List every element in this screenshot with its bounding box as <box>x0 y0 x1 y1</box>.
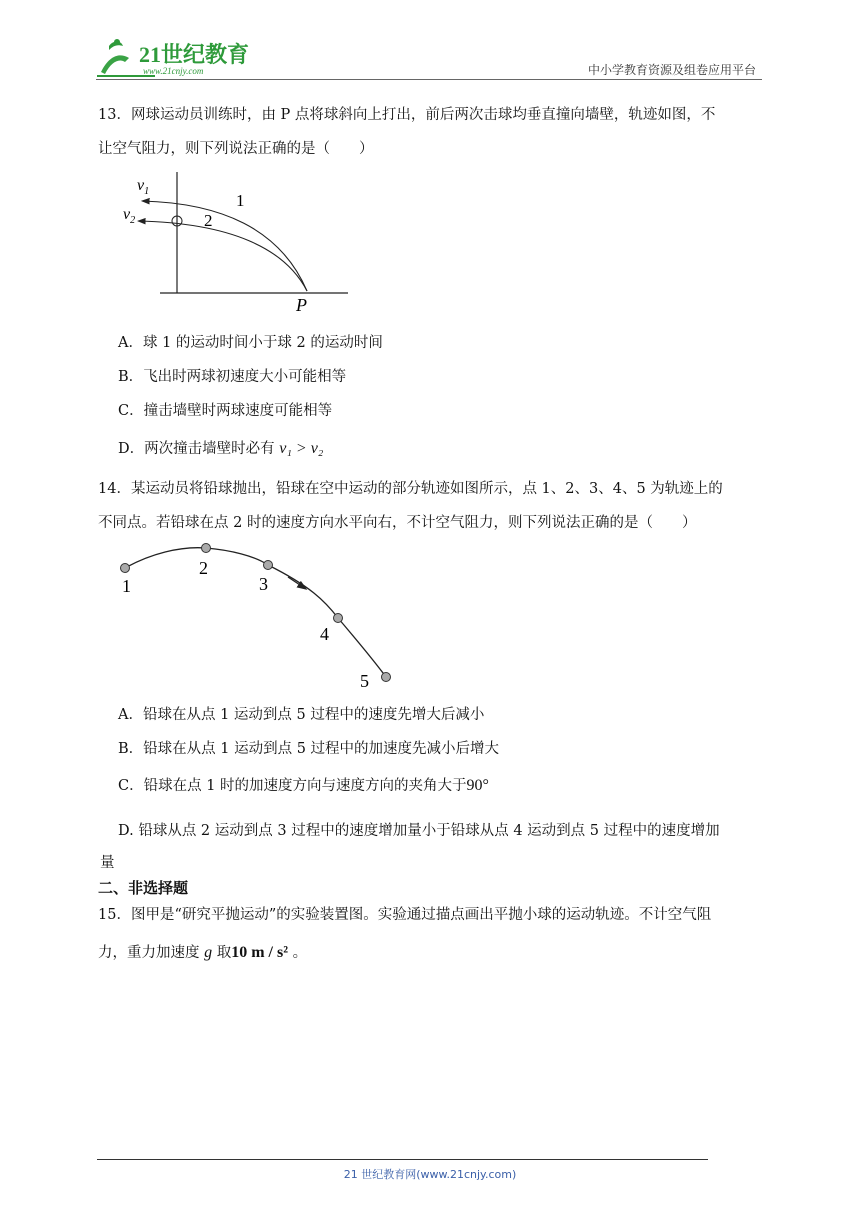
q13-option-d-text: D．两次撞击墙壁时必有 <box>118 441 280 457</box>
shot-trajectory <box>125 548 386 677</box>
header-divider <box>96 79 762 80</box>
point-1-label: 1 <box>122 576 131 596</box>
q13-figure <box>110 168 360 318</box>
v2-label: $v_2$ <box>123 206 136 226</box>
trajectory-1 <box>142 201 307 291</box>
q14-option-c[interactable] <box>118 774 489 795</box>
point-5 <box>382 673 391 682</box>
q14-line2: 不同点。若铅球在点 2 时的速度方向水平向右，不计空气阻力，则下列说法正确的是（ ） <box>98 515 697 531</box>
q15-line2: 力，重力加速度 g 取10 m / s² 。 <box>98 944 308 961</box>
q14-stem <box>98 472 766 540</box>
q14-option-a[interactable]: A．铅球在从点 1 运动到点 5 过程中的速度先增大后减小 <box>118 707 485 723</box>
q13-option-d[interactable] <box>118 437 323 458</box>
footer-text[interactable]: 21 世纪教育网(www.21cnjy.com) <box>343 1168 517 1181</box>
logo-text: 21世纪教育 <box>139 42 250 67</box>
q13-option-a[interactable]: A．球 1 的运动时间小于球 2 的运动时间 <box>118 335 383 351</box>
point-2 <box>202 544 211 553</box>
trajectory-2 <box>138 221 307 291</box>
trajectory-1-label: 1 <box>236 191 245 210</box>
q14-option-c-text: C．铅球在点 1 时的加速度方向与速度方向的夹角大于 <box>118 778 467 794</box>
q15-line1: 15．图甲是“研究平抛运动”的实验装置图。实验通过描点画出平抛小球的运动轨迹。不计空气阻 <box>98 907 712 923</box>
point-4-label: 4 <box>320 624 329 644</box>
point-3 <box>264 561 273 570</box>
point-4 <box>334 614 343 623</box>
q14-option-c-math: 90° <box>466 777 489 794</box>
point-2-label: 2 <box>199 558 208 578</box>
q13-option-c[interactable]: C．撞击墙壁时两球速度可能相等 <box>118 403 333 419</box>
point-5-label: 5 <box>360 671 369 691</box>
logo-url: www.21cnjy.com <box>143 66 204 76</box>
q13-option-b[interactable]: B．飞出时两球初速度大小可能相等 <box>118 369 347 385</box>
v1-label: $v_1$ <box>137 177 150 197</box>
point-p-label: P <box>296 295 307 315</box>
direction-arrow <box>288 577 303 587</box>
q13-option-d-math: v₁ > v₂ <box>279 440 324 457</box>
point-3-label: 3 <box>259 574 268 594</box>
q13-stem <box>98 98 766 166</box>
trajectory-2-label: 2 <box>204 211 213 230</box>
q15-g-value: 10 m / s² <box>231 944 289 961</box>
q14-option-d[interactable] <box>100 815 768 879</box>
platform-name: 中小学教育资源及组卷应用平台 <box>587 63 756 77</box>
q14-figure <box>110 536 410 696</box>
q14-line1: 14．某运动员将铅球抛出，铅球在空中运动的部分轨迹如图所示，点 1、2、3、4、5 为轨迹上的 <box>98 481 723 497</box>
q13-line1: 13．网球运动员训练时，由 P 点将球斜向上打出，前后两次击球均垂直撞向墙壁，轨迹如图，不 <box>98 107 716 123</box>
q14-option-d-line1: D. 铅球从点 2 运动到点 3 过程中的速度增加量小于铅球从点 4 运动到点 5 过程中的速度增加 <box>118 823 720 839</box>
q15-stem <box>98 898 766 970</box>
q15-g-symbol: g <box>204 944 213 961</box>
q13-line2: 让空气阻力，则下列说法正确的是（ ） <box>98 141 374 157</box>
site-logo <box>95 36 265 80</box>
q14-option-d-line2: 量 <box>100 855 115 871</box>
q14-option-b[interactable]: B．铅球在从点 1 运动到点 5 过程中的加速度先减小后增大 <box>118 741 500 757</box>
point-1 <box>121 564 130 573</box>
section-title: 二、非选择题 <box>98 879 189 897</box>
footer-divider <box>97 1159 708 1160</box>
